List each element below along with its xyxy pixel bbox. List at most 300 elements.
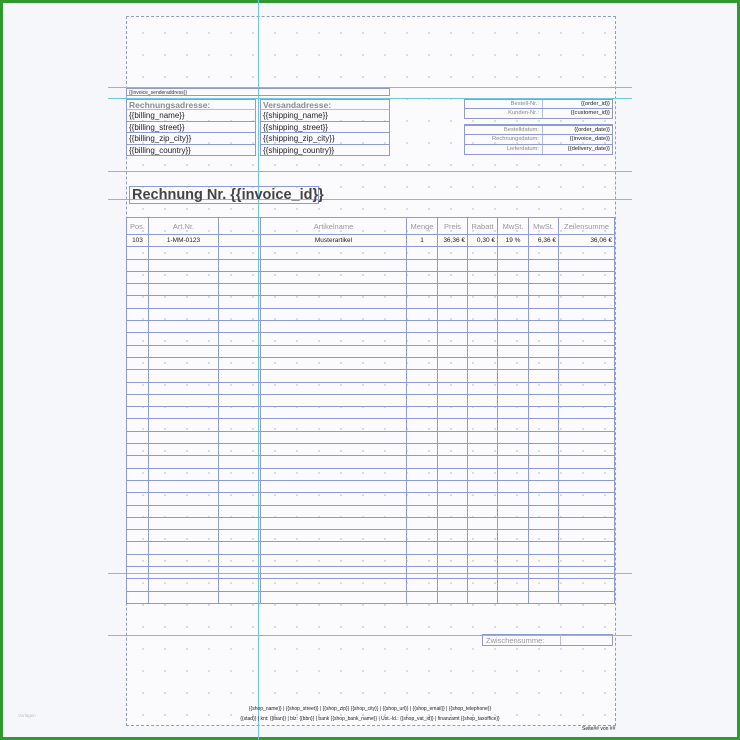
table-cell-empty — [438, 259, 468, 271]
table-cell-empty — [219, 554, 261, 566]
table-cell-empty — [529, 321, 559, 333]
table-cell-empty — [219, 480, 261, 492]
footer-shop-info: {{shop_name}} | {{shop_street}} | {{shop_zip}} {{shop_city}} | {{shop_url}} | {{shop_email}} | {{shop_telephone}} — [248, 706, 492, 712]
table-cell-empty — [438, 542, 468, 554]
table-cell-empty — [261, 394, 407, 406]
table-cell-empty — [498, 296, 529, 308]
table-cell-empty — [127, 394, 149, 406]
table-cell-empty — [498, 247, 529, 259]
table-cell-empty — [127, 591, 149, 603]
table-cell-empty — [261, 505, 407, 517]
table-cell-empty — [261, 308, 407, 320]
invoice-meta-block — [464, 99, 613, 155]
table-cell-empty — [219, 407, 261, 419]
table-row-empty — [127, 247, 615, 259]
table-cell-empty — [149, 357, 219, 369]
table-cell-empty — [438, 394, 468, 406]
table-cell-empty — [149, 431, 219, 443]
table-cell-empty — [529, 431, 559, 443]
table-cell-empty — [127, 296, 149, 308]
table-cell-empty — [498, 554, 529, 566]
customer-number-label: Kunden-Nr.: — [465, 109, 543, 118]
table-cell-empty — [407, 505, 438, 517]
sender-address: {{invoice_senderaddress}} — [126, 88, 390, 96]
table-cell-empty — [149, 567, 219, 579]
table-cell-empty — [149, 542, 219, 554]
table-cell-empty — [149, 444, 219, 456]
table-cell-empty — [261, 247, 407, 259]
table-cell-empty — [407, 444, 438, 456]
table-cell-empty — [498, 271, 529, 283]
table-cell-empty — [559, 591, 615, 603]
table-cell-empty — [529, 345, 559, 357]
table-cell-empty — [468, 456, 498, 468]
cell-line-total: 36,06 € — [559, 235, 615, 247]
table-cell-empty — [559, 431, 615, 443]
table-cell-empty — [468, 517, 498, 529]
table-row-empty — [127, 308, 615, 320]
table-cell-empty — [149, 419, 219, 431]
shipping-line: {{shipping_street}} — [260, 122, 390, 134]
table-row-empty — [127, 517, 615, 529]
table-cell-empty — [498, 407, 529, 419]
table-cell-empty — [498, 567, 529, 579]
table-cell-empty — [559, 579, 615, 591]
table-cell-empty — [498, 382, 529, 394]
table-cell-empty — [127, 321, 149, 333]
table-cell-empty — [438, 345, 468, 357]
table-cell-empty — [468, 259, 498, 271]
table-cell-empty — [468, 284, 498, 296]
table-cell-empty — [127, 530, 149, 542]
table-cell-empty — [127, 333, 149, 345]
table-cell-empty — [149, 493, 219, 505]
table-cell-empty — [261, 591, 407, 603]
shipping-address-block — [260, 99, 390, 156]
table-cell-empty — [559, 296, 615, 308]
table-cell-empty — [468, 591, 498, 603]
table-cell-empty — [559, 382, 615, 394]
header-article-number: Art.Nr. — [149, 218, 219, 235]
table-cell-empty — [529, 567, 559, 579]
table-cell-empty — [149, 345, 219, 357]
table-cell-empty — [468, 468, 498, 480]
delivery-date-value: {{delivery_date}} — [567, 146, 610, 152]
table-cell-empty — [559, 394, 615, 406]
table-cell-empty — [529, 493, 559, 505]
table-cell-empty — [127, 456, 149, 468]
customer-number-row — [464, 109, 613, 119]
table-cell-empty — [127, 308, 149, 320]
table-cell-empty — [529, 468, 559, 480]
table-cell-empty — [149, 591, 219, 603]
table-row-empty — [127, 431, 615, 443]
table-cell-empty — [149, 554, 219, 566]
table-cell-empty — [529, 579, 559, 591]
table-cell-empty — [559, 284, 615, 296]
table-cell-empty — [261, 554, 407, 566]
table-cell-empty — [149, 271, 219, 283]
table-cell-empty — [127, 554, 149, 566]
table-cell-empty — [149, 407, 219, 419]
table-cell-empty — [438, 357, 468, 369]
table-cell-empty — [438, 554, 468, 566]
billing-address-block — [126, 99, 256, 156]
table-cell-empty — [559, 456, 615, 468]
table-cell-empty — [498, 357, 529, 369]
table-cell-empty — [468, 394, 498, 406]
table-cell-empty — [438, 321, 468, 333]
shipping-line: {{shipping_country}} — [260, 145, 390, 157]
table-cell-empty — [261, 444, 407, 456]
table-cell-empty — [407, 357, 438, 369]
table-cell-empty — [407, 579, 438, 591]
table-cell-empty — [261, 542, 407, 554]
table-cell-empty — [407, 296, 438, 308]
header-vat-rate: MwSt. — [498, 218, 529, 235]
table-cell-empty — [219, 247, 261, 259]
order-number-value: {{order_id}} — [580, 101, 610, 107]
table-cell-empty — [149, 394, 219, 406]
cell-blank — [219, 235, 261, 247]
table-row-empty — [127, 357, 615, 369]
table-cell-empty — [149, 321, 219, 333]
table-row-empty — [127, 567, 615, 579]
table-cell-empty — [261, 333, 407, 345]
shipping-line: {{shipping_zip_city}} — [260, 133, 390, 145]
table-cell-empty — [468, 530, 498, 542]
table-cell-empty — [468, 382, 498, 394]
table-cell-empty — [261, 370, 407, 382]
line-items-table — [126, 217, 615, 604]
table-cell-empty — [559, 259, 615, 271]
cell-price: 36,36 € — [438, 235, 468, 247]
table-cell-empty — [127, 431, 149, 443]
table-cell-empty — [529, 407, 559, 419]
table-cell-empty — [438, 456, 468, 468]
table-cell-empty — [468, 419, 498, 431]
table-cell-empty — [219, 259, 261, 271]
table-cell-empty — [529, 259, 559, 271]
table-cell-empty — [438, 284, 468, 296]
table-row-empty — [127, 259, 615, 271]
table-cell-empty — [127, 579, 149, 591]
table-cell-empty — [438, 591, 468, 603]
table-cell-empty — [219, 468, 261, 480]
table-cell-empty — [438, 370, 468, 382]
table-cell-empty — [559, 567, 615, 579]
table-cell-empty — [468, 333, 498, 345]
table-cell-empty — [127, 542, 149, 554]
table-cell-empty — [559, 542, 615, 554]
table-cell-empty — [529, 419, 559, 431]
table-cell-empty — [127, 247, 149, 259]
table-cell-empty — [559, 444, 615, 456]
table-cell-empty — [127, 468, 149, 480]
table-cell-empty — [438, 431, 468, 443]
table-cell-empty — [407, 370, 438, 382]
order-date-label: Bestelldatum: — [465, 126, 543, 134]
table-cell-empty — [438, 444, 468, 456]
header-blank — [219, 218, 261, 235]
table-cell-empty — [468, 579, 498, 591]
table-cell-empty — [261, 517, 407, 529]
table-row-empty — [127, 333, 615, 345]
table-cell-empty — [261, 468, 407, 480]
order-date-row — [464, 125, 613, 135]
table-cell-empty — [529, 394, 559, 406]
table-cell-empty — [559, 530, 615, 542]
table-cell-empty — [407, 271, 438, 283]
table-cell-empty — [559, 419, 615, 431]
header-discount: Rabatt — [468, 218, 498, 235]
table-cell-empty — [438, 247, 468, 259]
table-cell-empty — [149, 530, 219, 542]
table-cell-empty — [559, 247, 615, 259]
table-cell-empty — [468, 357, 498, 369]
table-cell-empty — [407, 591, 438, 603]
table-cell-empty — [261, 284, 407, 296]
table-row-empty — [127, 591, 615, 603]
table-cell-empty — [438, 296, 468, 308]
table-cell-empty — [529, 480, 559, 492]
table-cell-empty — [559, 480, 615, 492]
cell-article-number: 1-MM-0123 — [149, 235, 219, 247]
table-cell-empty — [498, 394, 529, 406]
billing-line: {{billing_zip_city}} — [126, 133, 256, 145]
table-cell-empty — [219, 505, 261, 517]
table-cell-empty — [261, 456, 407, 468]
table-cell-empty — [407, 394, 438, 406]
table-cell-empty — [219, 493, 261, 505]
table-cell-empty — [438, 480, 468, 492]
table-cell-empty — [529, 444, 559, 456]
table-cell-empty — [149, 284, 219, 296]
table-cell-empty — [559, 517, 615, 529]
table-cell-empty — [149, 480, 219, 492]
table-cell-empty — [468, 431, 498, 443]
table-cell-empty — [468, 247, 498, 259]
table-cell-empty — [261, 567, 407, 579]
table-row-empty — [127, 554, 615, 566]
table-cell-empty — [149, 517, 219, 529]
table-cell-empty — [529, 247, 559, 259]
table-cell-empty — [468, 505, 498, 517]
invoice-title: Rechnung Nr. {{invoice_id}} — [129, 186, 319, 204]
table-cell-empty — [219, 308, 261, 320]
table-row-empty — [127, 579, 615, 591]
table-cell-empty — [498, 456, 529, 468]
table-cell-empty — [529, 357, 559, 369]
table-cell-empty — [498, 591, 529, 603]
table-cell-empty — [149, 468, 219, 480]
table-cell-empty — [219, 284, 261, 296]
table-cell-empty — [529, 284, 559, 296]
table-row-empty — [127, 480, 615, 492]
table-row-empty — [127, 444, 615, 456]
order-date-value: {{order_date}} — [574, 127, 610, 133]
table-cell-empty — [261, 530, 407, 542]
header-price: Preis — [438, 218, 468, 235]
table-row-empty — [127, 505, 615, 517]
table-cell-empty — [407, 554, 438, 566]
table-cell-empty — [559, 468, 615, 480]
table-cell-empty — [438, 505, 468, 517]
table-cell-empty — [127, 480, 149, 492]
table-cell-empty — [261, 579, 407, 591]
table-row-empty — [127, 296, 615, 308]
page-number: Seite## von ## — [582, 726, 616, 732]
table-cell-empty — [559, 407, 615, 419]
table-cell-empty — [529, 370, 559, 382]
table-cell-empty — [529, 333, 559, 345]
table-cell-empty — [407, 284, 438, 296]
table-cell-empty — [559, 370, 615, 382]
table-row-empty — [127, 456, 615, 468]
table-cell-empty — [498, 517, 529, 529]
billing-line: {{billing_street}} — [126, 122, 256, 134]
table-cell-empty — [407, 517, 438, 529]
table-cell-empty — [219, 456, 261, 468]
table-row-empty — [127, 345, 615, 357]
table-cell-empty — [219, 345, 261, 357]
table-cell-empty — [149, 505, 219, 517]
table-cell-empty — [498, 431, 529, 443]
table-cell-empty — [219, 517, 261, 529]
table-cell-empty — [468, 567, 498, 579]
table-cell-empty — [219, 382, 261, 394]
cell-quantity: 1 — [407, 235, 438, 247]
table-cell-empty — [149, 333, 219, 345]
table-cell-empty — [407, 333, 438, 345]
table-row-empty — [127, 321, 615, 333]
header-quantity: Menge — [407, 218, 438, 235]
table-cell-empty — [219, 296, 261, 308]
billing-line: {{billing_country}} — [126, 145, 256, 157]
table-row-empty — [127, 370, 615, 382]
table-header-row — [127, 218, 615, 235]
table-cell-empty — [498, 345, 529, 357]
table-cell-empty — [498, 444, 529, 456]
table-cell-empty — [438, 333, 468, 345]
order-number-label: Bestell-Nr.: — [465, 100, 543, 108]
table-cell-empty — [261, 419, 407, 431]
table-cell-empty — [149, 259, 219, 271]
shipping-heading: Versandadresse: — [260, 99, 390, 110]
table-row-empty — [127, 382, 615, 394]
table-cell-empty — [407, 468, 438, 480]
table-cell-empty — [261, 296, 407, 308]
table-cell-empty — [219, 567, 261, 579]
delivery-date-label: Lieferdatum: — [465, 145, 543, 154]
table-cell-empty — [498, 530, 529, 542]
table-cell-empty — [498, 370, 529, 382]
table-row-empty — [127, 493, 615, 505]
table-cell-empty — [529, 542, 559, 554]
table-cell-empty — [468, 444, 498, 456]
table-cell-empty — [498, 321, 529, 333]
table-cell-empty — [219, 271, 261, 283]
table-cell-empty — [261, 431, 407, 443]
table-cell-empty — [219, 321, 261, 333]
table-cell-empty — [127, 407, 149, 419]
table-cell-empty — [127, 259, 149, 271]
table-cell-empty — [438, 517, 468, 529]
table-cell-empty — [219, 333, 261, 345]
table-cell-empty — [438, 579, 468, 591]
header-vat-amount: MwSt. — [529, 218, 559, 235]
table-cell-empty — [149, 579, 219, 591]
table-cell-empty — [127, 505, 149, 517]
table-row-empty — [127, 394, 615, 406]
table-cell-empty — [219, 419, 261, 431]
table-cell-empty — [559, 308, 615, 320]
header-position: Pos. — [127, 218, 149, 235]
table-cell-empty — [407, 419, 438, 431]
table-cell-empty — [127, 382, 149, 394]
table-cell-empty — [438, 530, 468, 542]
table-cell-empty — [559, 493, 615, 505]
table-cell-empty — [498, 259, 529, 271]
table-cell-empty — [149, 370, 219, 382]
table-cell-empty — [498, 308, 529, 320]
table-cell-empty — [438, 271, 468, 283]
table-cell-empty — [407, 345, 438, 357]
table-cell-empty — [498, 284, 529, 296]
table-cell-empty — [559, 345, 615, 357]
invoice-date-label: Rechnungsdatum: — [465, 135, 543, 144]
table-cell-empty — [559, 321, 615, 333]
table-cell-empty — [261, 271, 407, 283]
table-cell-empty — [438, 567, 468, 579]
table-cell-empty — [407, 247, 438, 259]
table-cell-empty — [261, 259, 407, 271]
table-row-empty — [127, 284, 615, 296]
cell-vat-amount: 6,36 € — [529, 235, 559, 247]
table-cell-empty — [498, 579, 529, 591]
table-cell-empty — [468, 493, 498, 505]
table-cell-empty — [261, 480, 407, 492]
customer-number-value: {{customer_id}} — [570, 110, 610, 116]
subtotal-value — [561, 635, 612, 645]
table-cell-empty — [468, 321, 498, 333]
table-cell-empty — [149, 382, 219, 394]
header-line-total: Zeilensumme — [559, 218, 615, 235]
table-cell-empty — [127, 284, 149, 296]
table-cell-empty — [407, 382, 438, 394]
table-cell-empty — [261, 493, 407, 505]
billing-heading: Rechnungsadresse: — [126, 99, 256, 110]
table-cell-empty — [498, 480, 529, 492]
table-cell-empty — [127, 370, 149, 382]
table-cell-empty — [529, 296, 559, 308]
table-cell-empty — [219, 591, 261, 603]
table-cell-empty — [468, 480, 498, 492]
table-cell-empty — [498, 468, 529, 480]
guide-line-horizontal — [108, 171, 632, 172]
table-cell-empty — [407, 493, 438, 505]
table-cell-empty — [468, 554, 498, 566]
table-cell-empty — [529, 505, 559, 517]
table-cell-empty — [407, 480, 438, 492]
table-cell-empty — [407, 456, 438, 468]
table-cell-empty — [407, 308, 438, 320]
table-cell-empty — [468, 308, 498, 320]
table-cell-empty — [219, 579, 261, 591]
header-article-name: Artikelname — [261, 218, 407, 235]
cell-article-name: Musterartikel — [261, 235, 407, 247]
table-cell-empty — [261, 382, 407, 394]
